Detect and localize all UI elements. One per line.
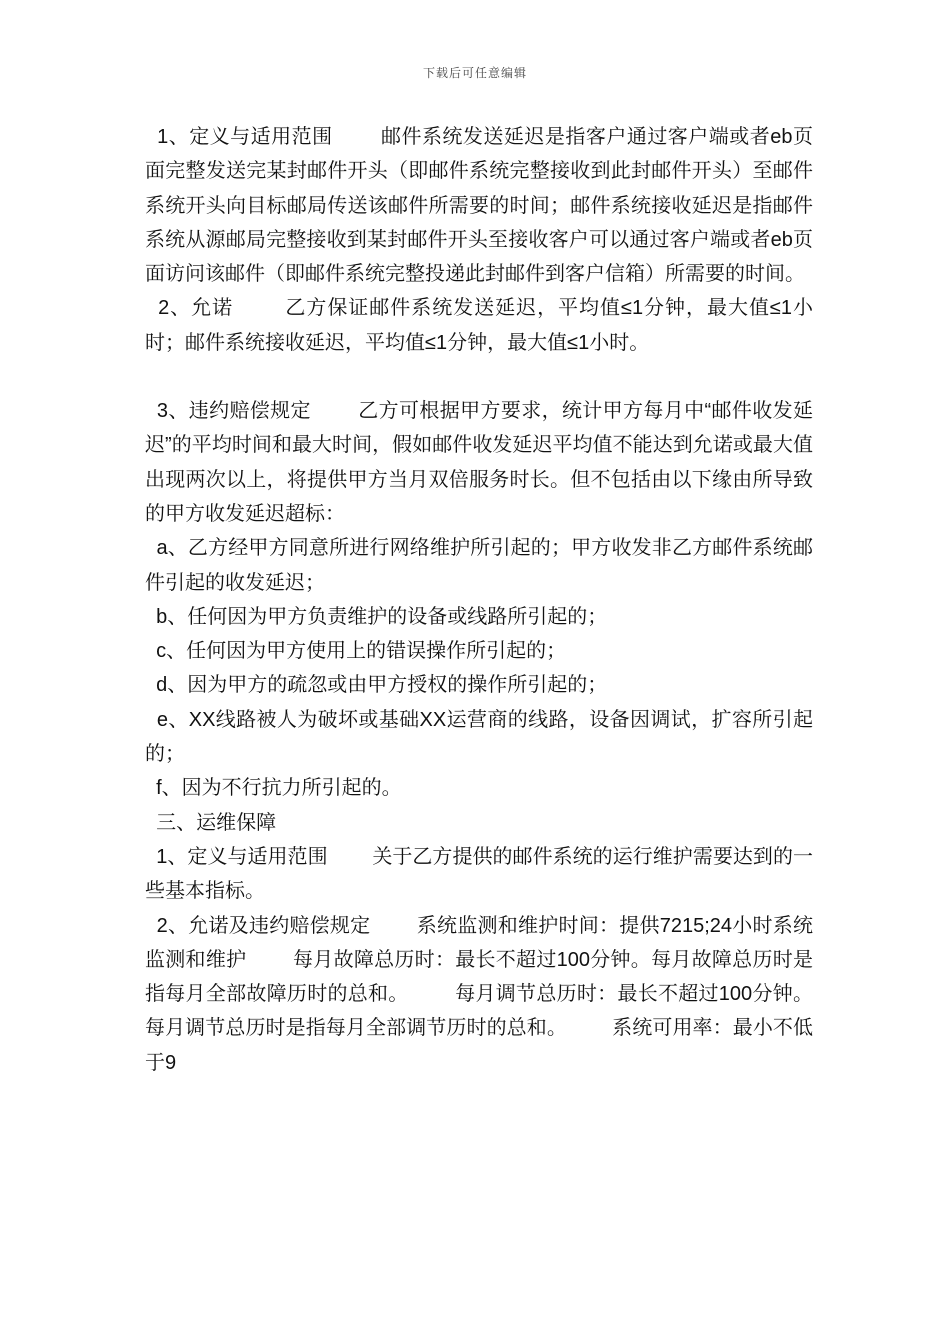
list-item-b: b、任何因为甲方负责维护的设备或线路所引起的； — [145, 605, 608, 628]
list-item-a: a、乙方经甲方同意所进行网络维护所引起的；甲方收发非乙方邮件系统邮件引起的收发延迟； — [145, 537, 813, 594]
document-body — [145, 120, 813, 1080]
list-item-e: e、XX线路被人为破坏或基础XX运营商的线路，设备因调试，扩容所引起的； — [145, 708, 813, 766]
page-header: 下载后可任意编辑 — [422, 66, 527, 80]
paragraph-commitment: 2、允诺 乙方保证邮件系统发送延迟，平均值≤1分钟，最大值≤1小时；邮件系统接收延迟，平均值≤1分钟，最大值≤1小时。 — [145, 297, 813, 354]
paragraph-ops-definition: 1、定义与适用范围 关于乙方提供的邮件系统的运行维护需要达到的一些基本指标。 — [145, 845, 813, 903]
list-item-f: f、因为不行抗力所引起的。 — [145, 777, 402, 800]
paragraph-breach-compensation: 3、违约赔偿规定 乙方可根据甲方要求，统计甲方每月中“邮件收发延迟”的平均时间和最大时间，假如邮件收发延迟平均值不能达到允诺或最大值出现两次以上，将提供甲方当月双倍服务时长。但不包括由以下缘由所导致的甲方收发延迟超标： — [145, 400, 813, 525]
list-item-c: c、任何因为甲方使用上的错误操作所引起的； — [145, 640, 567, 663]
list-item-d: d、因为甲方的疏忽或由甲方授权的操作所引起的； — [145, 674, 608, 697]
section-heading-ops: 三、运维保障 — [145, 811, 277, 834]
paragraph-spacer — [145, 360, 813, 394]
paragraph-ops-commitment: 2、允诺及违约赔偿规定 系统监测和维护时间：提供7215;24小时系统监测和维护 每月故障总历时：最长不超过100分钟。每月故障总历时是指每月全部故障历时的总和。 每月调节总历时：最长不超过100分钟。每月调节总历时是指每月全部调节历时的总和。 系统可用率：最小不低于9 — [145, 914, 813, 1074]
paragraph-definition-scope: 1、定义与适用范围 邮件系统发送延迟是指客户通过客户端或者eb页面完整发送完某封邮件开头（即邮件系统完整接收到此封邮件开头）至邮件系统开头向目标邮局传送该邮件所需要的时间；邮件系统接收延迟是指邮件系统从源邮局完整接收到某封邮件开头至接收客户可以通过客户端或者eb页面访问该邮件（即邮件系统完整投递此封邮件到客户信箱）所需要的时间。 — [145, 126, 813, 286]
